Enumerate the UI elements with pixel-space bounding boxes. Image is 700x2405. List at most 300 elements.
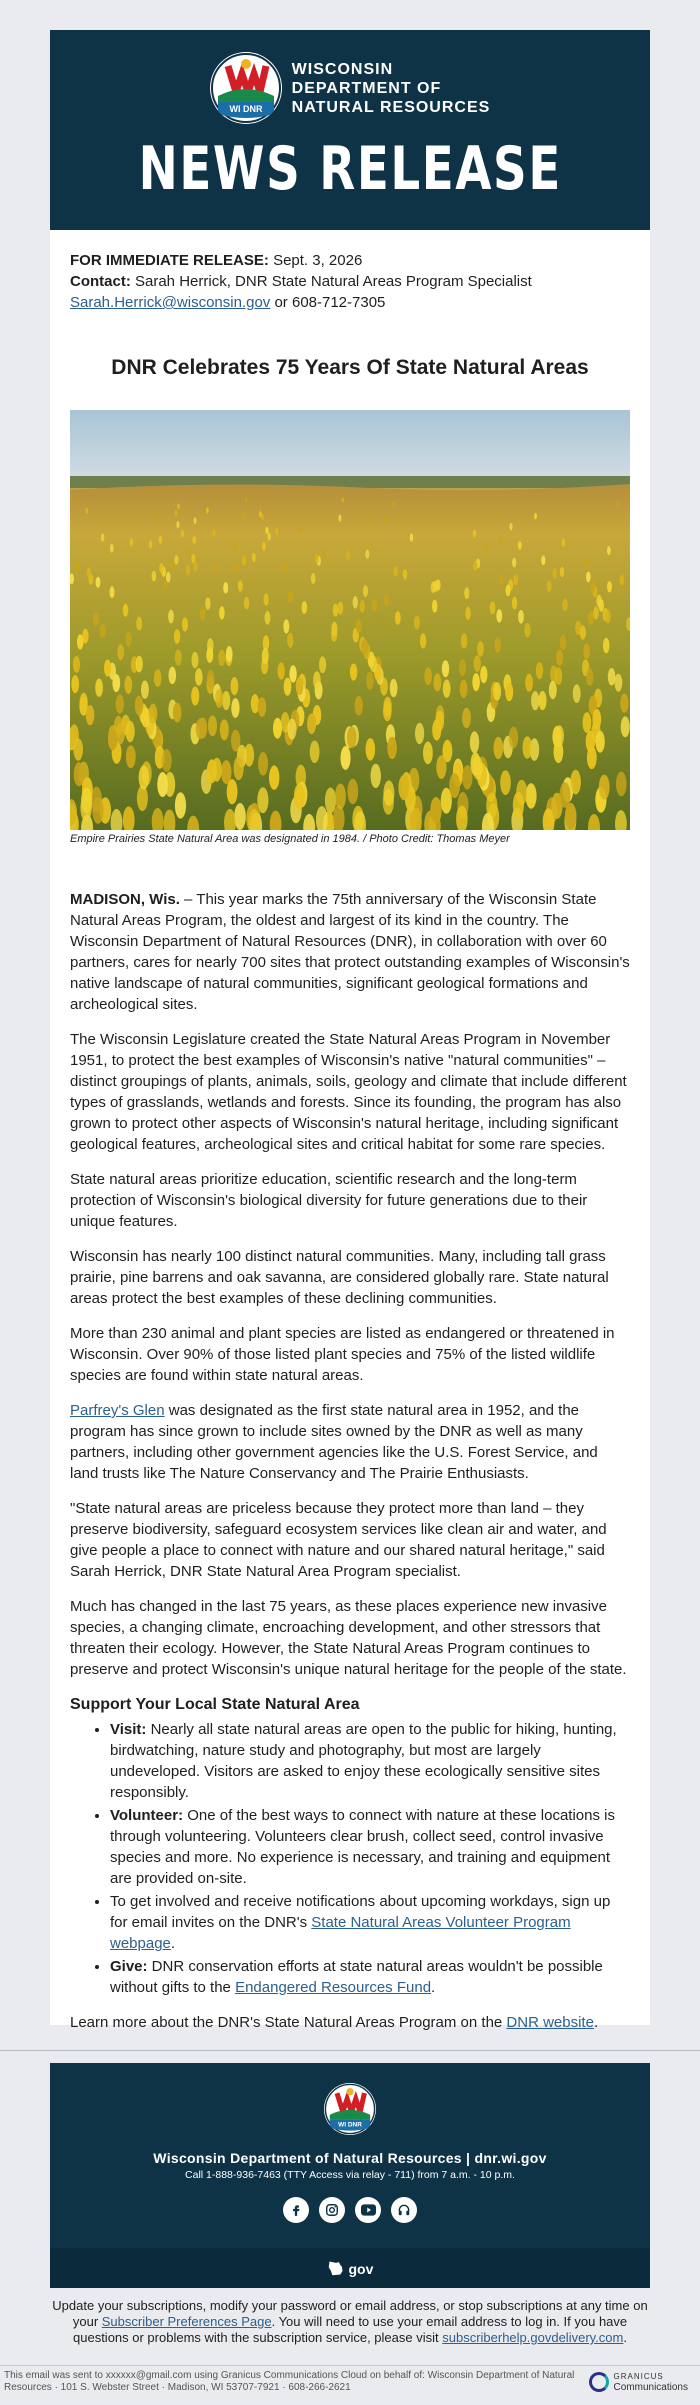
goldenrod-bloom (174, 629, 180, 644)
goldenrod-bloom (621, 716, 630, 737)
dnr-website-link[interactable]: DNR website (506, 2014, 594, 2031)
goldenrod-bloom (473, 561, 477, 571)
agency-wordmark (292, 60, 491, 117)
goldenrod-bloom (176, 521, 179, 528)
goldenrod-bloom (269, 765, 279, 789)
footer-agency-name: Wisconsin Department of Natural Resources | dnr.wi.gov (153, 2150, 547, 2166)
goldenrod-bloom (524, 623, 530, 637)
goldenrod-bloom (333, 604, 339, 617)
goldenrod-bloom (296, 677, 304, 695)
goldenrod-bloom (130, 538, 134, 546)
goldenrod-bloom (307, 713, 316, 734)
goldenrod-bloom (435, 711, 444, 732)
goldenrod-bloom (500, 770, 511, 795)
goldenrod-bloom (433, 581, 438, 592)
goldenrod-bloom (496, 609, 502, 622)
give-text: DNR conservation efforts at state natural areas wouldn't be possible without gifts to the (110, 1958, 603, 1996)
goldenrod-bloom (585, 558, 589, 568)
paragraph-2: The Wisconsin Legislature created the State Natural Areas Program in November 1951, to protect the best examples of Wisconsin's native "natural communities" – distinct groupings of plants, animals, soils, geology and climate that include different types of grasslands, wetlands and forests. Since its founding, the program has also grown to protect other aspects of Wisconsin's natural heritage, including significant geological features, archeological sites and critical habitat for some rare species. (70, 1031, 627, 1153)
goldenrod-bloom (101, 533, 104, 541)
goldenrod-bloom (395, 611, 401, 625)
goldenrod-bloom (174, 555, 178, 565)
goldenrod-bloom (222, 691, 230, 710)
goldenrod-bloom (96, 577, 101, 588)
goldenrod-bloom (608, 668, 616, 686)
footer (50, 2063, 650, 2288)
goldenrod-bloom (347, 779, 358, 804)
subscription-text-2: . You will need to use your email address to log in. If you have questions or problems with the subscription service, please visit (73, 2314, 628, 2345)
goldenrod-bloom (191, 554, 195, 564)
goldenrod-bloom (92, 797, 103, 824)
goldenrod-bloom (159, 536, 163, 544)
goldenrod-bloom (259, 511, 262, 518)
goldenrod-bloom (116, 694, 124, 713)
goldenrod-bloom (420, 633, 426, 648)
goldenrod-bloom (362, 639, 369, 655)
goldenrod-bloom (208, 715, 217, 736)
goldenrod-bloom (516, 780, 527, 805)
goldenrod-bloom (245, 498, 247, 504)
goldenrod-bloom (289, 665, 296, 682)
contact-details (70, 292, 630, 313)
goldenrod-bloom (583, 644, 590, 660)
goldenrod-bloom (509, 523, 512, 530)
goldenrod-bloom (605, 610, 611, 624)
goldenrod-bloom (432, 600, 437, 613)
goldenrod-bloom (512, 597, 517, 610)
goldenrod-bloom (459, 659, 466, 676)
goldenrod-bloom (173, 703, 182, 723)
goldenrod-bloom (310, 741, 320, 764)
goldenrod-bloom (177, 503, 180, 509)
goldenrod-bloom (207, 670, 215, 688)
goldenrod-bloom (518, 610, 524, 624)
goldenrod-bloom (462, 708, 471, 728)
goldenrod-bloom (583, 712, 592, 733)
goldenrod-bloom (366, 672, 374, 690)
goldenrod-bloom (192, 652, 199, 668)
goldenrod-bloom (155, 514, 158, 521)
subscription-note (50, 2298, 650, 2346)
goldenrod-bloom (392, 502, 395, 508)
goldenrod-bloom (110, 544, 114, 553)
goldenrod-bloom (288, 590, 293, 602)
release-label: FOR IMMEDIATE RELEASE: (70, 252, 269, 269)
goldenrod-bloom (573, 684, 581, 703)
goldenrod-bloom (494, 637, 501, 652)
instagram-icon[interactable] (319, 2197, 345, 2223)
goldenrod-bloom (93, 612, 99, 626)
goldenrod-bloom (268, 533, 271, 541)
goldenrod-bloom (273, 718, 282, 739)
goldenrod-bloom (588, 611, 594, 625)
goldenrod-bloom (77, 634, 84, 649)
goldenrod-bloom (365, 550, 369, 559)
goldenrod-bloom (81, 788, 92, 814)
goldenrod-bloom (410, 534, 413, 542)
goldenrod-bloom (393, 566, 397, 576)
goldenrod-bloom (383, 701, 392, 721)
goldenrod-bloom (509, 727, 518, 749)
closing-end: . (593, 2014, 599, 2031)
goldenrod-bloom (231, 698, 239, 718)
footer-seal-graphic (324, 2083, 376, 2135)
dnr-seal-graphic (210, 52, 282, 124)
goldenrod-bloom (123, 604, 129, 617)
gov-label: gov (348, 2260, 374, 2277)
wordmark-line-1: WISCONSIN (291, 60, 394, 78)
goldenrod-bloom (262, 542, 266, 551)
goldenrod-bloom (95, 679, 103, 697)
goldenrod-bloom (607, 546, 611, 555)
paragraph-6 (70, 1400, 630, 1484)
goldenrod-bloom (182, 618, 188, 632)
goldenrod-bloom (434, 673, 442, 691)
goldenrod-bloom (226, 646, 233, 662)
goldenrod-bloom (590, 581, 595, 592)
goldenrod-bloom (157, 772, 168, 797)
goldenrod-bloom (71, 675, 79, 693)
goldenrod-bloom (403, 569, 408, 580)
goldenrod-bloom (617, 501, 620, 507)
goldenrod-bloom (484, 544, 488, 553)
goldenrod-bloom (587, 746, 597, 769)
goldenrod-bloom (242, 511, 245, 518)
contact-phone: or 608-712-7305 (274, 294, 386, 311)
goldenrod-bloom (233, 541, 237, 550)
goldenrod-bloom (599, 775, 610, 800)
goldenrod-bloom (595, 731, 604, 753)
news-header (50, 30, 650, 230)
goldenrod-bloom (275, 527, 278, 535)
goldenrod-bloom (219, 606, 225, 619)
goldenrod-bloom (580, 625, 586, 640)
visit-label: Visit: (110, 1721, 147, 1738)
goldenrod-bloom (415, 723, 424, 744)
goldenrod-bloom (152, 571, 157, 582)
paragraph-1 (70, 889, 630, 1015)
goldenrod-bloom (480, 666, 487, 683)
paragraph-8: Much has changed in the last 75 years, as these places experience new invasive species, a changing climate, encroaching development, and other stressors that threaten their ecology. However, the State Natural Areas Program continues to preserve and protect Wisconsin's unique natural heritage for the people of the state. (70, 1598, 627, 1678)
goldenrod-bloom (562, 599, 567, 612)
goldenrod-bloom (73, 656, 80, 673)
delivery-notice: This email was sent to xxxxxx@gmail.com using Granicus Communications Cloud on behalf of: Wisconsin Department of Natural Resources · 101 S. Webster Street · Madison, WI 53707-7921 · 608-266-2621 (4, 2370, 575, 2393)
goldenrod-bloom (206, 507, 209, 513)
goldenrod-bloom (104, 660, 111, 677)
goldenrod-bloom (387, 737, 397, 759)
give-end: . (431, 1979, 436, 1996)
volunteer-label: Volunteer: (110, 1807, 184, 1824)
goldenrod-bloom (192, 536, 196, 544)
goldenrod-bloom (342, 498, 344, 504)
goldenrod-bloom (322, 549, 326, 558)
goldenrod-bloom (526, 783, 537, 809)
goldenrod-bloom (186, 565, 190, 575)
goldenrod-bloom (126, 632, 132, 647)
footer-phone: Call 1-888-936-7463 (TTY Access via relay - 711) from 7 a.m. - 10 p.m. (185, 2169, 515, 2181)
volunteer-program-link[interactable]: State Natural Areas Volunteer Program webpage (110, 1914, 571, 1952)
goldenrod-bloom (356, 619, 362, 633)
goldenrod-bloom (477, 641, 484, 657)
goldenrod-bloom (550, 666, 557, 683)
goldenrod-bloom (175, 510, 178, 516)
facebook-icon[interactable] (283, 2197, 309, 2223)
goldenrod-bloom (200, 607, 206, 620)
goldenrod-bloom (162, 749, 172, 772)
goldenrod-bloom (212, 529, 215, 537)
goldenrod-bloom (355, 696, 363, 716)
contact-line (70, 271, 630, 292)
goldenrod-bloom (75, 561, 79, 571)
goldenrod-bloom (251, 694, 259, 713)
goldenrod-bloom (443, 680, 451, 698)
goldenrod-bloom (288, 719, 297, 740)
goldenrod-bloom (234, 803, 246, 830)
article-text (70, 889, 630, 2033)
goldenrod-bloom (536, 662, 543, 679)
goldenrod-bloom (556, 649, 563, 665)
goldenrod-bloom (607, 581, 612, 592)
goldenrod-bloom (465, 607, 471, 620)
goldenrod-bloom (191, 687, 199, 706)
goldenrod-bloom (294, 784, 305, 810)
goldenrod-bloom (366, 738, 376, 761)
goldenrod-bloom (265, 611, 271, 625)
goldenrod-bloom (472, 673, 480, 691)
goldenrod-bloom (196, 718, 205, 739)
paragraph-6-text: was designated as the first state natural area in 1952, and the program has since grown to include sites owned by the DNR as well as many partners, including other government agencies like the U.S. Forest Service, and land trusts like The Nature Conservancy and The Prairie Enthusiasts. (70, 1402, 598, 1482)
goldenrod-bloom (112, 674, 120, 692)
goldenrod-bloom (159, 563, 163, 573)
goldenrod-bloom (493, 682, 501, 701)
granicus-logo[interactable] (589, 2371, 688, 2393)
goldenrod-bloom (370, 519, 373, 526)
goldenrod-bloom (313, 671, 321, 689)
paragraph-7: "State natural areas are priceless because they protect more than land – they preserve biodiversity, safeguard ecosystem services like clean air and water, and give people a place to connect with nature and our shared natural heritage," said Sarah Herrick, DNR State Natural Area Program specialist. (70, 1500, 607, 1580)
goldenrod-bloom (215, 689, 223, 708)
goldenrod-bloom (363, 585, 368, 597)
goldenrod-bloom (460, 680, 468, 698)
goldenrod-bloom (212, 562, 216, 572)
goldenrod-bloom (430, 797, 441, 824)
goldenrod-bloom (126, 745, 136, 768)
prairie-illustration (70, 410, 630, 830)
goldenrod-bloom (284, 678, 292, 696)
dateline: MADISON, Wis. (70, 891, 180, 908)
goldenrod-bloom (596, 595, 601, 607)
footer-dnr-logo-icon[interactable] (324, 2083, 376, 2135)
goldenrod-bloom (193, 562, 197, 572)
goldenrod-bloom (347, 727, 356, 749)
goldenrod-bloom (244, 597, 249, 610)
goldenrod-bloom (449, 773, 460, 798)
goldenrod-bloom (473, 530, 476, 538)
wordmark-line-3: NATURAL RESOURCES (291, 98, 491, 116)
list-item-visit (110, 1719, 630, 1803)
wordmark-line-2: DEPARTMENT OF (291, 79, 442, 97)
goldenrod-bloom (319, 656, 326, 673)
news-release-headline: NEWS RELEASE (138, 134, 562, 204)
goldenrod-bloom (80, 693, 88, 712)
goldenrod-bloom (518, 541, 522, 550)
goldenrod-bloom (234, 756, 244, 780)
podcast-icon[interactable] (391, 2197, 417, 2223)
goldenrod-bloom (490, 601, 496, 614)
dnr-logo-icon (210, 52, 282, 124)
goldenrod-bloom (205, 597, 210, 610)
goldenrod-bloom (560, 635, 567, 650)
goldenrod-bloom (218, 650, 225, 666)
goldenrod-bloom (335, 784, 346, 810)
goldenrod-bloom (141, 681, 149, 699)
support-subheading: Support Your Local State Natural Area (70, 1696, 360, 1713)
svg-text:WI DNR: WI DNR (229, 104, 263, 114)
goldenrod-bloom (615, 674, 623, 692)
goldenrod-bloom (231, 677, 239, 695)
goldenrod-bloom (238, 580, 243, 591)
endangered-resources-fund-link[interactable]: Endangered Resources Fund (235, 1979, 432, 1996)
subscriber-preferences-link[interactable]: Subscriber Preferences Page (101, 2314, 272, 2329)
goldenrod-bloom (220, 719, 229, 740)
list-item-signup (110, 1891, 630, 1954)
goldenrod-bloom (512, 558, 516, 568)
granicus-icon (589, 2372, 609, 2392)
goldenrod-bloom (390, 679, 398, 697)
contact-email-link[interactable]: Sarah.Herrick@wisconsin.gov (70, 294, 271, 311)
goldenrod-bloom (350, 664, 357, 681)
goldenrod-bloom (586, 572, 591, 583)
goldenrod-bloom (346, 551, 350, 560)
goldenrod-bloom (136, 656, 143, 673)
goldenrod-bloom (74, 762, 84, 786)
goldenrod-bloom (499, 537, 503, 545)
signup-text: To get involved and receive notifications about upcoming workdays, sign up for email invites on the DNR's (110, 1893, 611, 1931)
goldenrod-bloom (338, 515, 341, 522)
goldenrod-bloom (593, 606, 599, 619)
support-list (70, 1719, 630, 1998)
goldenrod-bloom (360, 600, 365, 613)
goldenrod-bloom (311, 573, 316, 584)
wisconsin-state-icon (327, 2260, 345, 2276)
goldenrod-bloom (436, 755, 446, 779)
release-date: Sept. 3, 2026 (273, 252, 363, 269)
release-line (70, 250, 630, 271)
goldenrod-bloom (262, 648, 269, 664)
goldenrod-bloom (474, 655, 481, 672)
goldenrod-bloom (169, 667, 177, 685)
goldenrod-bloom (175, 649, 182, 665)
goldenrod-bloom (258, 697, 266, 717)
goldenrod-bloom (586, 668, 594, 686)
subscriber-help-link[interactable]: subscriberhelp.govdelivery.com (442, 2330, 624, 2345)
wisconsin-gov-logo[interactable] (327, 2260, 374, 2277)
goldenrod-bloom (149, 704, 158, 724)
volunteer-text: One of the best ways to connect with nature at these locations is through volunteering. Volunteers clear brush, collect seed, control invasive species and more. No experience is necessary, and training and equipment are provided on-site. (110, 1807, 615, 1887)
contact-name: Sarah Herrick, DNR State Natural Areas Program Specialist (135, 273, 532, 290)
goldenrod-bloom (194, 517, 197, 524)
goldenrod-bloom (287, 633, 293, 648)
goldenrod-bloom (592, 709, 601, 729)
goldenrod-bloom (620, 575, 625, 586)
goldenrod-bloom (108, 729, 117, 751)
goldenrod-bloom (470, 731, 479, 753)
parfreys-glen-link[interactable]: Parfrey's Glen (70, 1402, 165, 1419)
granicus-wordmark (614, 2371, 688, 2393)
release-meta (70, 250, 630, 313)
goldenrod-bloom (525, 674, 533, 692)
goldenrod-bloom (149, 540, 153, 549)
goldenrod-bloom (227, 779, 238, 804)
svg-text:WI DNR: WI DNR (338, 2121, 362, 2129)
list-item-volunteer (110, 1805, 630, 1889)
goldenrod-bloom (135, 696, 143, 716)
wi-gov-band (50, 2248, 650, 2288)
goldenrod-bloom (126, 721, 135, 742)
goldenrod-bloom (513, 575, 518, 586)
closing-text: Learn more about the DNR's State Natural Areas Program on the (70, 2014, 507, 2031)
prairie-photo (70, 410, 630, 830)
visit-text: Nearly all state natural areas are open to the public for hiking, hunting, birdwatching, nature study and photography, but most are largely undeveloped. Visitors are asked to enjoy these ecologically sensitive sites responsibly. (110, 1721, 617, 1801)
goldenrod-bloom (384, 516, 387, 523)
delivery-footer (0, 2365, 700, 2405)
goldenrod-bloom (552, 568, 557, 579)
goldenrod-bloom (85, 508, 88, 514)
goldenrod-bloom (353, 596, 358, 609)
goldenrod-bloom (414, 616, 420, 630)
goldenrod-bloom (207, 638, 214, 653)
goldenrod-bloom (464, 587, 469, 599)
goldenrod-bloom (124, 676, 132, 694)
goldenrod-bloom (534, 513, 537, 520)
youtube-icon[interactable] (355, 2197, 381, 2223)
subscription-text-3: . (623, 2330, 627, 2345)
goldenrod-bloom (555, 725, 564, 747)
goldenrod-bloom (523, 736, 533, 758)
granicus-line-2: Communications (613, 2382, 688, 2393)
goldenrod-bloom (531, 691, 539, 710)
goldenrod-bloom (110, 586, 115, 598)
goldenrod-bloom (278, 662, 285, 679)
goldenrod-bloom (338, 602, 344, 615)
goldenrod-bloom (195, 668, 203, 686)
goldenrod-bloom (499, 575, 504, 586)
goldenrod-bloom (169, 560, 173, 570)
goldenrod-bloom (616, 772, 627, 797)
dnr-logo-lockup (210, 52, 491, 124)
goldenrod-bloom (538, 691, 546, 710)
goldenrod-bloom (117, 644, 124, 660)
goldenrod-bloom (549, 681, 557, 699)
goldenrod-bloom (341, 747, 351, 770)
goldenrod-bloom (565, 803, 577, 830)
photo-caption: Empire Prairies State Natural Area was designated in 1984. / Photo Credit: Thomas Meyer (70, 833, 510, 845)
goldenrod-bloom (181, 530, 184, 538)
footer-divider (0, 2050, 700, 2051)
goldenrod-bloom (136, 617, 142, 631)
goldenrod-bloom (175, 792, 186, 818)
goldenrod-bloom (424, 667, 432, 685)
goldenrod-bloom (242, 556, 246, 566)
goldenrod-bloom (494, 737, 504, 759)
goldenrod-bloom (154, 669, 162, 687)
goldenrod-bloom (541, 556, 545, 566)
goldenrod-bloom (461, 633, 468, 648)
paragraph-3: State natural areas prioritize education, scientific research and the long-term protection of Wisconsin's biological diversity for future generations due to their unique features. (70, 1171, 588, 1230)
goldenrod-bloom (252, 553, 256, 563)
goldenrod-bloom (371, 764, 381, 788)
goldenrod-bloom (423, 742, 433, 765)
contact-label: Contact: (70, 273, 131, 290)
